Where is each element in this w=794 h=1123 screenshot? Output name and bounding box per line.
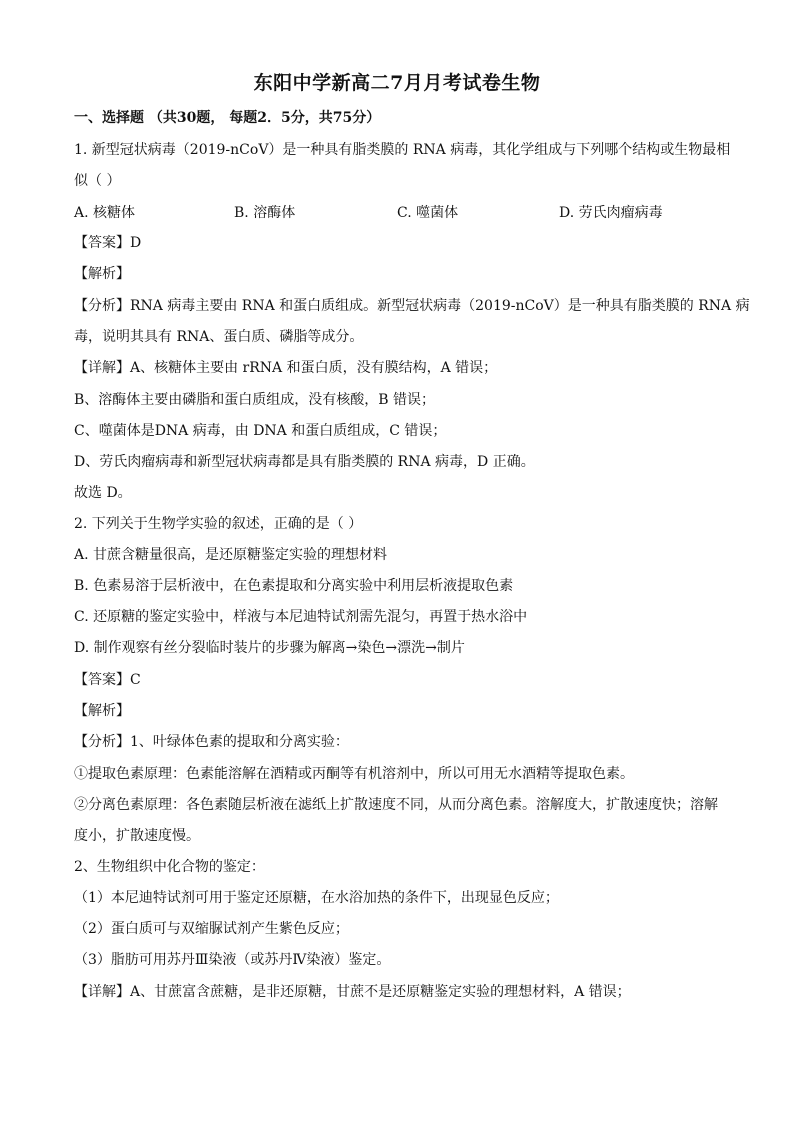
q1-detail-b: B、溶酶体主要由磷脂和蛋白质组成，没有核酸，B 错误； <box>74 392 436 408</box>
q2-analysis-line3: ②分离色素原理：各色素随层析液在滤纸上扩散速度不同，从而分离色素。溶解度大，扩散速度快；溶解 <box>74 797 718 813</box>
q2-analysis-line2: ①提取色素原理：色素能溶解在酒精或丙酮等有机溶剂中，所以可用无水酒精等提取色素。 <box>74 766 634 782</box>
q1-option-b: B. 溶酶体 <box>234 205 296 221</box>
q2-analysis-line8: （3）脂肪可用苏丹Ⅲ染液（或苏丹Ⅳ染液）鉴定。 <box>74 952 391 968</box>
q1-analysis-line1: 【分析】RNA 病毒主要由 RNA 和蛋白质组成。新型冠状病毒（2019-nCoV）是一种具有脂类膜的 RNA 病 <box>74 298 750 314</box>
q1-option-a: A. 核糖体 <box>74 205 136 221</box>
q2-option-c: C. 还原糖的鉴定实验中，样液与本尼迪特试剂需先混匀，再置于热水浴中 <box>74 609 528 625</box>
q2-detail-a: 【详解】A、甘蔗富含蔗糖，是非还原糖，甘蔗不是还原糖鉴定实验的理想材料，A 错误； <box>74 984 631 1000</box>
q1-detail-c: C、噬菌体是DNA 病毒，由 DNA 和蛋白质组成，C 错误； <box>74 423 447 439</box>
q1-analysis-heading: 【解析】 <box>74 266 130 282</box>
q2-option-b: B. 色素易溶于层析液中，在色素提取和分离实验中利用层析液提取色素 <box>74 578 514 594</box>
q1-detail-a: 【详解】A、核糖体主要由 rRNA 和蛋白质，没有膜结构，A 错误； <box>74 360 498 376</box>
q2-analysis-line7: （2）蛋白质可与双缩脲试剂产生紫色反应； <box>74 921 349 937</box>
q1-answer: 【答案】D <box>74 235 142 251</box>
q2-stem: 2. 下列关于生物学实验的叙述，正确的是（ ） <box>74 516 363 532</box>
q1-stem-line2: 似（ ） <box>74 173 121 189</box>
q2-analysis-line1: 【分析】1、叶绿体色素的提取和分离实验： <box>74 734 349 750</box>
q1-detail-d: D、劳氏肉瘤病毒和新型冠状病毒都是具有脂类膜的 RNA 病毒，D 正确。 <box>74 454 535 470</box>
q1-option-d: D. 劳氏肉瘤病毒 <box>559 205 663 221</box>
q1-stem-line1: 1. 新型冠状病毒（2019-nCoV）是一种具有脂类膜的 RNA 病毒，其化学组成与下列哪个结构或生物最相 <box>74 142 731 158</box>
q2-answer: 【答案】C <box>74 672 141 688</box>
page-title: 东阳中学新高二7月月考试卷生物 <box>253 72 541 94</box>
q1-conclusion: 故选 D。 <box>74 485 132 501</box>
q1-analysis-line2: 毒，说明其具有 RNA、蛋白质、磷脂等成分。 <box>74 329 364 345</box>
q2-analysis-heading: 【解析】 <box>74 703 130 719</box>
q2-analysis-line6: （1）本尼迪特试剂可用于鉴定还原糖，在水浴加热的条件下，出现显色反应； <box>74 890 559 906</box>
q1-option-c: C. 噬菌体 <box>397 205 459 221</box>
q2-option-a: A. 甘蔗含糖量很高，是还原糖鉴定实验的理想材料 <box>74 547 388 563</box>
section-heading: 一、选择题 （共30题， 每题2．5分，共75分） <box>74 110 381 126</box>
q2-analysis-line5: 2、生物组织中化合物的鉴定： <box>74 859 265 875</box>
q2-analysis-line4: 度小，扩散速度慢。 <box>74 828 200 844</box>
q2-option-d: D. 制作观察有丝分裂临时装片的步骤为解离→染色→漂洗→制片 <box>74 640 465 656</box>
